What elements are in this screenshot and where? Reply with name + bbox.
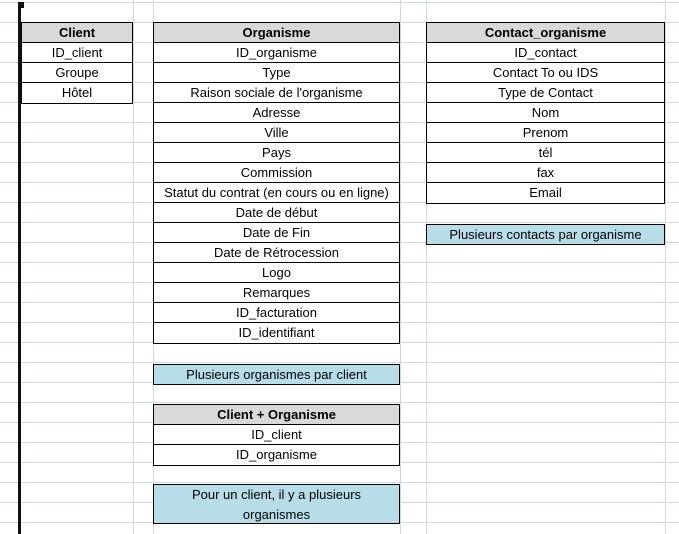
contact-field[interactable]: Prenom bbox=[427, 123, 664, 143]
organisme-field[interactable]: Type bbox=[154, 63, 399, 83]
client-table-header[interactable]: Client bbox=[22, 23, 132, 43]
note-organismes-par-client[interactable]: Plusieurs organismes par client bbox=[153, 364, 400, 385]
contact-table-header[interactable]: Contact_organisme bbox=[427, 23, 664, 43]
organisme-field[interactable]: Logo bbox=[154, 263, 399, 283]
grid-row-line bbox=[0, 402, 679, 403]
organisme-field[interactable]: Pays bbox=[154, 143, 399, 163]
grid-row-line bbox=[0, 482, 679, 483]
client-field-groupe[interactable]: Groupe bbox=[22, 63, 132, 83]
contact-field[interactable]: Nom bbox=[427, 103, 664, 123]
client-field-hotel[interactable]: Hôtel bbox=[61, 85, 93, 100]
organisme-field[interactable]: Ville bbox=[154, 123, 399, 143]
contact-field[interactable]: fax bbox=[427, 163, 664, 183]
client-organisme-field-organisme[interactable]: ID_organisme bbox=[236, 447, 317, 462]
client-field-id[interactable]: ID_client bbox=[22, 43, 132, 63]
cell-cursor-marker bbox=[18, 2, 24, 8]
client-table bbox=[21, 22, 133, 104]
organisme-field[interactable]: ID_facturation bbox=[154, 303, 399, 323]
organisme-table-header[interactable]: Organisme bbox=[154, 23, 399, 43]
organisme-field[interactable]: Remarques bbox=[154, 283, 399, 303]
contact-table bbox=[426, 22, 665, 204]
grid-column-line bbox=[133, 0, 134, 534]
client-organisme-field-client[interactable]: ID_client bbox=[154, 425, 399, 445]
organisme-field[interactable]: Commission bbox=[154, 163, 399, 183]
organisme-field[interactable]: Date de Fin bbox=[154, 223, 399, 243]
organisme-field[interactable]: Raison sociale de l'organisme bbox=[154, 83, 399, 103]
organisme-table bbox=[153, 22, 400, 344]
client-organisme-table bbox=[153, 404, 400, 466]
note-contacts-par-organisme[interactable]: Plusieurs contacts par organisme bbox=[426, 224, 665, 245]
organisme-field[interactable]: Date de Rétrocession bbox=[154, 243, 399, 263]
contact-field[interactable]: ID_contact bbox=[427, 43, 664, 63]
contact-field[interactable]: Email bbox=[529, 185, 562, 200]
organisme-field[interactable]: ID_organisme bbox=[154, 43, 399, 63]
grid-column-line bbox=[400, 0, 401, 534]
contact-field[interactable]: tél bbox=[427, 143, 664, 163]
organisme-field[interactable]: Statut du contrat (en cours ou en ligne) bbox=[154, 183, 399, 203]
contact-field[interactable]: Type de Contact bbox=[427, 83, 664, 103]
organisme-field[interactable]: Date de début bbox=[154, 203, 399, 223]
note-pour-un-client[interactable]: Pour un client, il y a plusieurs organismes bbox=[153, 484, 400, 524]
grid-row-line bbox=[0, 362, 679, 363]
client-organisme-header[interactable]: Client + Organisme bbox=[154, 405, 399, 425]
contact-field[interactable]: Contact To ou IDS bbox=[427, 63, 664, 83]
organisme-field[interactable]: Adresse bbox=[154, 103, 399, 123]
organisme-field[interactable]: ID_identifiant bbox=[238, 325, 315, 340]
grid-row-line bbox=[0, 2, 679, 3]
grid-column-line bbox=[665, 0, 666, 534]
